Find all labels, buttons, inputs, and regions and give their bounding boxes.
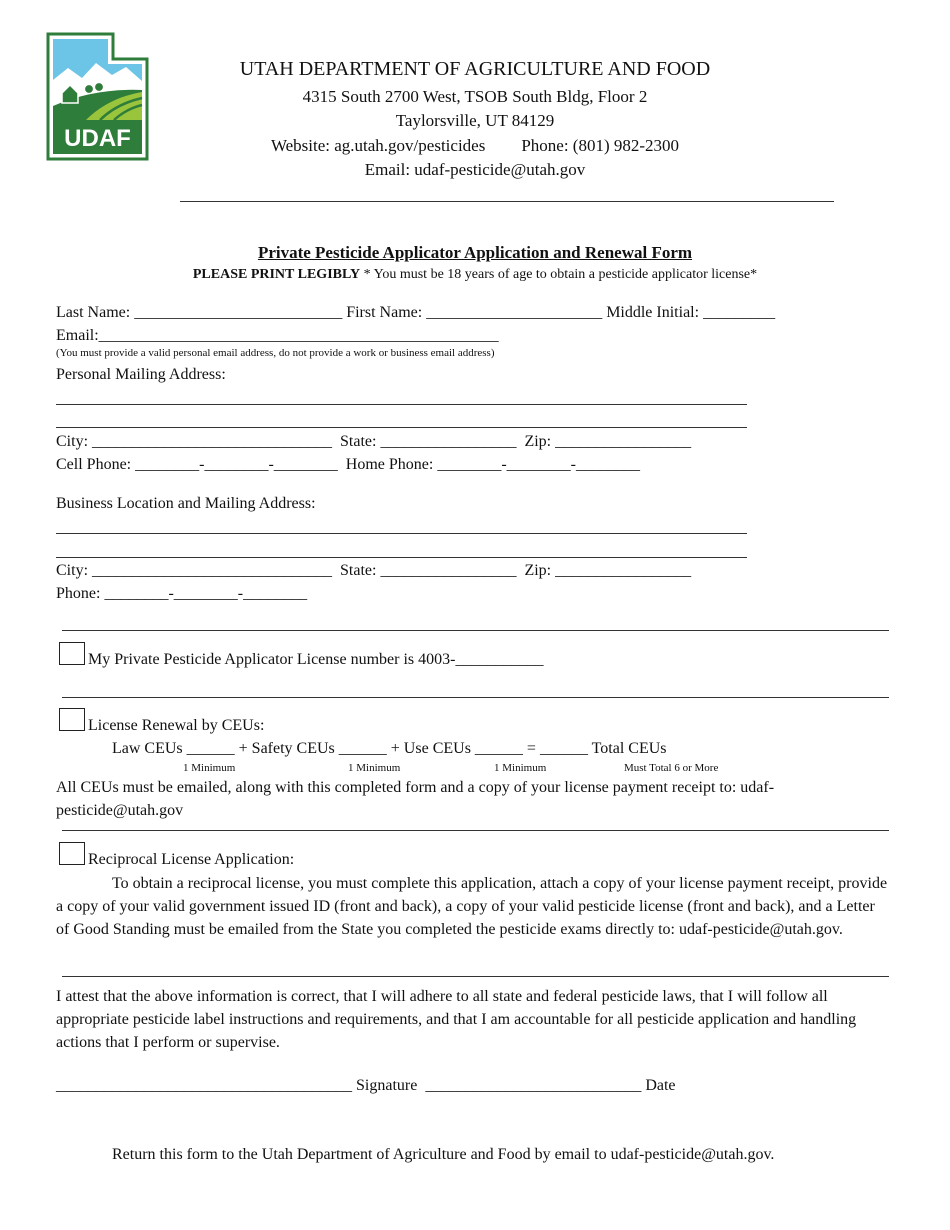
reciprocal-license-label: Reciprocal License Application: <box>88 851 295 868</box>
org-phone: Phone: (801) 982-2300 <box>521 136 680 155</box>
license-number-checkbox[interactable] <box>59 642 85 665</box>
total-ceu-note: Must Total 6 or More <box>624 762 719 774</box>
section-divider <box>62 630 889 631</box>
personal-address-line-1[interactable] <box>56 404 747 405</box>
safety-ceu-minimum-note: 1 Minimum <box>348 762 401 774</box>
signature-date-fields[interactable]: _____________________________________ Signature ___________________________ Date <box>56 1077 676 1094</box>
name-fields[interactable]: Last Name: __________________________ First Name: ______________________ Middle Initial: _________ <box>56 304 776 321</box>
business-phone-field[interactable]: Phone: ________-________-________ <box>56 585 308 602</box>
reciprocal-license-text: To obtain a reciprocal license, you must complete this application, attach a copy of your license payment receipt, provide a copy of your valid government issued ID (front and back), a copy of your valid pesticide license (front and back), and a Letter of Good Standing must be emailed from the State you completed the pesticide exams directly to: udaf-pesticide@utah.gov. <box>56 875 888 938</box>
org-name: UTAH DEPARTMENT OF AGRICULTURE AND FOOD <box>239 58 711 80</box>
attestation-statement: I attest that the above information is correct, that I will adhere to all state and federal pesticide laws, that I will follow all appropriate pesticide label instructions and requirements, and that I am accountable for all pesticide application and handling actions that I perform or supervise. <box>56 988 857 1051</box>
business-address-label: Business Location and Mailing Address: <box>56 495 316 512</box>
return-instructions: Return this form to the Utah Department of Agriculture and Food by email to udaf-pesticide@utah.gov. <box>112 1146 775 1163</box>
phone-fields[interactable]: Cell Phone: ________-________-________ Home Phone: ________-________-________ <box>56 456 640 473</box>
header-divider <box>180 201 834 202</box>
org-address-line-2: Taylorsville, UT 84129 <box>395 111 555 130</box>
renewal-by-ceus-checkbox[interactable] <box>59 708 85 731</box>
use-ceu-minimum-note: 1 Minimum <box>494 762 547 774</box>
ceu-email-instructions: All CEUs must be emailed, along with this completed form and a copy of your license payment receipt to: udaf-pesticide@utah.gov <box>56 779 775 819</box>
law-ceu-minimum-note: 1 Minimum <box>183 762 236 774</box>
renewal-by-ceus-label: License Renewal by CEUs: <box>88 717 265 734</box>
email-field[interactable]: Email:__________________________________________________ <box>56 327 499 344</box>
section-divider <box>62 976 889 977</box>
business-address-line-2[interactable] <box>56 557 747 558</box>
org-contact-line <box>0 135 950 156</box>
org-website[interactable]: Website: ag.utah.gov/pesticides <box>270 136 486 155</box>
reciprocal-license-checkbox[interactable] <box>59 842 85 865</box>
section-divider <box>62 697 889 698</box>
form-title: Private Pesticide Applicator Application and Renewal Form <box>257 243 693 262</box>
org-address-line-1: 4315 South 2700 West, TSOB South Bldg, Floor 2 <box>302 87 648 106</box>
personal-city-state-zip-fields[interactable]: City: ______________________________ State: _________________ Zip: _________________ <box>56 433 692 450</box>
license-number-field[interactable]: My Private Pesticide Applicator License number is 4003-___________ <box>88 651 544 668</box>
personal-address-line-2[interactable] <box>56 427 747 428</box>
form-subtitle <box>0 266 950 284</box>
org-email[interactable]: Email: udaf-pesticide@utah.gov <box>364 160 586 179</box>
business-city-state-zip-fields[interactable]: City: ______________________________ State: _________________ Zip: _________________ <box>56 562 692 579</box>
age-requirement-note: * You must be 18 years of age to obtain a pesticide applicator license* <box>363 267 758 282</box>
personal-mailing-address-label: Personal Mailing Address: <box>56 366 226 383</box>
ceu-fields[interactable]: Law CEUs ______ + Safety CEUs ______ + Use CEUs ______ = ______ Total CEUs <box>112 740 667 757</box>
section-divider <box>62 830 889 831</box>
logo-text: UDAF <box>64 125 131 152</box>
email-note: (You must provide a valid personal email address, do not provide a work or business email address) <box>56 347 495 359</box>
business-address-line-1[interactable] <box>56 533 747 534</box>
print-legibly-note: PLEASE PRINT LEGIBLY <box>192 267 361 282</box>
reciprocal-license-instructions <box>56 872 892 941</box>
